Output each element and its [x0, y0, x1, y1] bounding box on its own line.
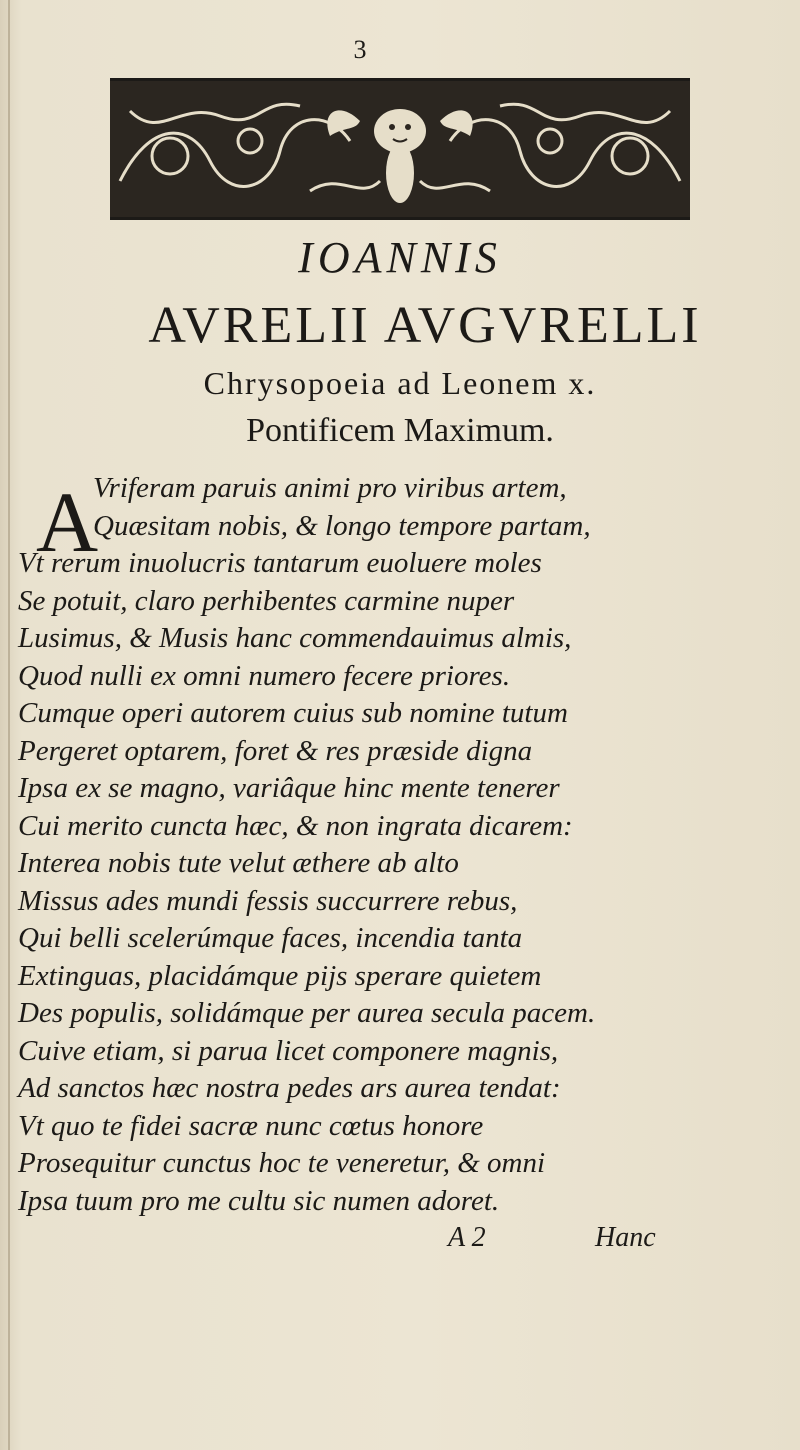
drop-capital: A	[36, 474, 99, 570]
verse-line: Se potuit, claro perhibentes carmine nuper	[18, 584, 515, 617]
work-title: Chrysopoeia ad Leonem x.	[203, 365, 597, 401]
page-footer	[0, 1222, 800, 1262]
verse-line: Prosequitur cunctus hoc te veneretur, & omni	[18, 1147, 545, 1179]
headpiece-ornament-icon	[110, 81, 690, 217]
author-names: AVRELII AVGVRELLI	[148, 297, 702, 354]
dedicatee: Pontificem Maximum.	[246, 412, 554, 449]
verse-line: Ipsa ex se magno, variâque hinc mente tenerer	[18, 772, 560, 804]
verse-line: Vriferam paruis animi pro viribus artem,	[93, 472, 567, 504]
verse-line: Extinguas, placidámque pijs sperare quietem	[18, 959, 542, 992]
verse-line: Ad sanctos hæc nostra pedes ars aurea tendat:	[18, 1072, 561, 1104]
author-forename: IOANNIS	[298, 233, 502, 282]
catchword: Hanc	[595, 1222, 656, 1253]
verse-line: Ipsa tuum pro me cultu sic numen adoret.	[18, 1184, 500, 1217]
verse-line: Interea nobis tute velut æthere ab alto	[18, 847, 459, 879]
verse-line: Vt rerum inuolucris tantarum euoluere moles	[18, 547, 542, 579]
verse-line: Des populis, solidámque per aurea secula pacem.	[18, 997, 596, 1029]
verse-line: Lusimus, & Musis hanc commendauimus almis,	[18, 622, 572, 654]
page-number: 3	[353, 35, 367, 64]
verse-line: Quod nulli ex omni numero fecere priores.	[18, 659, 511, 692]
verse-line: Pergeret optarem, foret & res præside digna	[18, 734, 533, 767]
verse-line: Cuive etiam, si parua licet componere magnis,	[18, 1034, 559, 1067]
ornamental-headpiece	[110, 78, 690, 220]
verse-line: Cumque operi autorem cuius sub nomine tutum	[18, 697, 568, 729]
signature-mark: A 2	[448, 1222, 486, 1253]
verse-line: Vt quo te fidei sacræ nunc cœtus honore	[18, 1109, 484, 1142]
verse-text	[18, 470, 798, 1220]
verse-line: Qui belli scelerúmque faces, incendia tanta	[18, 922, 523, 954]
verse-line: Quæsitam nobis, & longo tempore partam,	[93, 509, 591, 542]
verse-line: Missus ades mundi fessis succurrere rebus,	[18, 884, 518, 917]
verse-line: Cui merito cuncta hæc, & non ingrata dicarem:	[18, 809, 573, 842]
